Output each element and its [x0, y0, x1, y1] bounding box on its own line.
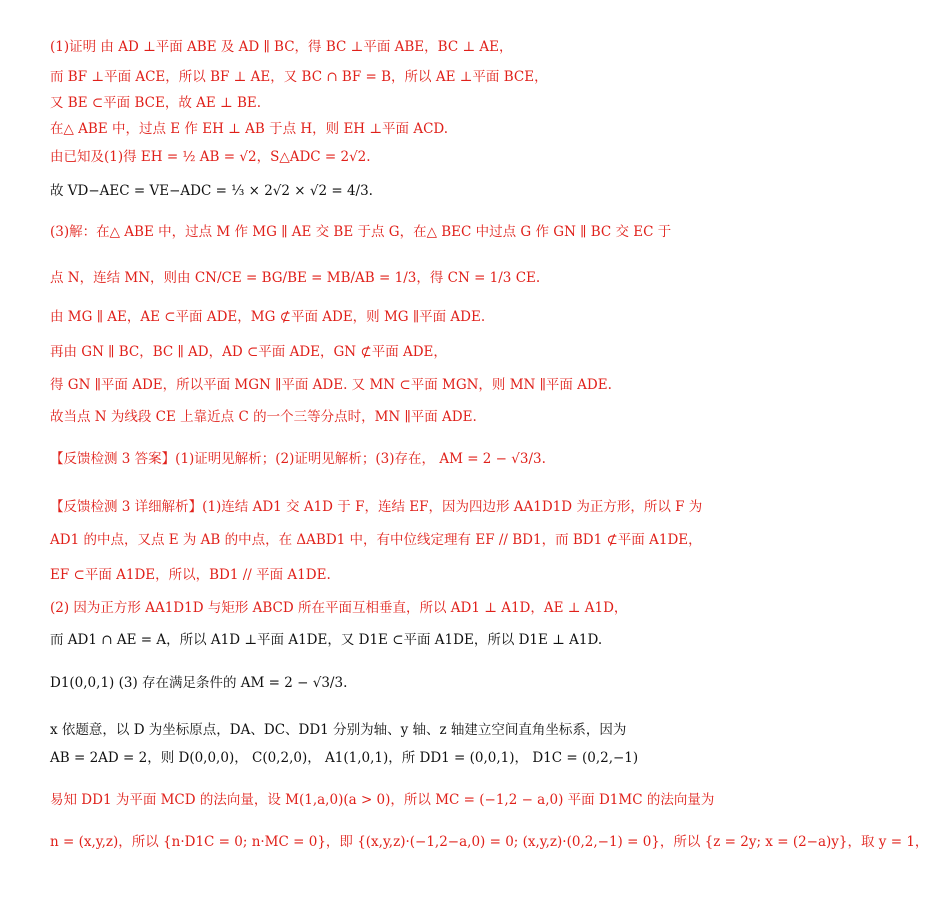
text-line-l15: AD1 的中点，又点 E 为 AB 的中点，在 ΔABD1 中，有中位线定理有 EF // BD1，而 BD1 ⊄平面 A1DE，	[50, 532, 702, 548]
text-line-l7: (3)解：在△ ABE 中，过点 M 作 MG ∥ AE 交 BE 于点 G，在△ BEC 中过点 G 作 GN ∥ BC 交 EC 于	[50, 224, 672, 240]
text-line-l12: 故当点 N 为线段 CE 上靠近点 C 的一个三等分点时，MN ∥平面 ADE.	[50, 409, 477, 425]
text-line-l3: 又 BE ⊂平面 BCE，故 AE ⊥ BE.	[50, 95, 262, 111]
text-line-l8: 点 N，连结 MN，则由 CN/CE = BG/BE = MB/AB = 1/3，得 CN = 1/3 CE.	[50, 270, 541, 286]
text-line-l9: 由 MG ∥ AE，AE ⊂平面 ADE，MG ⊄平面 ADE，则 MG ∥平面 ADE.	[50, 309, 486, 325]
text-line-l13: 【反馈检测 3 答案】(1)证明见解析；(2)证明见解析；(3)存在， AM = 2 − √3/3.	[50, 451, 546, 467]
text-line-l2: 而 BF ⊥平面 ACE，所以 BF ⊥ AE，又 BC ∩ BF = B，所以 AE ⊥平面 BCE，	[50, 69, 548, 85]
text-line-l16: EF ⊂平面 A1DE，所以，BD1 // 平面 A1DE.	[50, 567, 331, 583]
text-line-l17: (2) 因为正方形 AA1D1D 与矩形 ABCD 所在平面互相垂直，所以 AD1 ⊥ A1D，AE ⊥ A1D，	[50, 600, 628, 616]
text-line-l14: 【反馈检测 3 详细解析】(1)连结 AD1 交 A1D 于 F，连结 EF，因为四边形 AA1D1D 为正方形，所以 F 为	[50, 499, 703, 515]
text-line-l19: D1(0,0,1) (3) 存在满足条件的 AM = 2 − √3/3.	[50, 675, 348, 691]
text-line-l22: 易知 DD1 为平面 MCD 的法向量，设 M(1,a,0)(a > 0)，所以 MC = (−1,2 − a,0) 平面 D1MC 的法向量为	[50, 792, 715, 808]
text-line-l4: 在△ ABE 中，过点 E 作 EH ⊥ AB 于点 H，则 EH ⊥平面 ACD.	[50, 121, 449, 137]
text-line-l23: n = (x,y,z)，所以 {n·D1C = 0; n·MC = 0}，即 {(x,y,z)·(−1,2−a,0) = 0; (x,y,z)·(0,2,−1) = 0}，所以 {z = 2y; x = (2−a)y}，取 y = 1，	[50, 834, 928, 850]
text-line-l1: (1)证明 由 AD ⊥平面 ABE 及 AD ∥ BC，得 BC ⊥平面 ABE，BC ⊥ AE，	[50, 39, 513, 55]
text-line-l21: AB = 2AD = 2，则 D(0,0,0)， C(0,2,0)， A1(1,0,1)，所 DD1 = (0,0,1)， D1C = (0,2,−1)	[50, 750, 639, 766]
text-line-l20: x 依题意，以 D 为坐标原点，DA、DC、DD1 分别为轴、y 轴、z 轴建立空间直角坐标系，因为	[50, 722, 627, 738]
text-line-l10: 再由 GN ∥ BC，BC ∥ AD，AD ⊂平面 ADE，GN ⊄平面 ADE，	[50, 344, 447, 360]
text-line-l6: 故 VD−AEC = VE−ADC = ⅓ × 2√2 × √2 = 4/3.	[50, 183, 373, 199]
text-line-l5: 由已知及(1)得 EH = ½ AB = √2，S△ADC = 2√2.	[50, 149, 371, 165]
text-line-l18: 而 AD1 ∩ AE = A，所以 A1D ⊥平面 A1DE，又 D1E ⊂平面 A1DE，所以 D1E ⊥ A1D.	[50, 632, 603, 648]
text-line-l11: 得 GN ∥平面 ADE，所以平面 MGN ∥平面 ADE. 又 MN ⊂平面 MGN，则 MN ∥平面 ADE.	[50, 377, 612, 393]
